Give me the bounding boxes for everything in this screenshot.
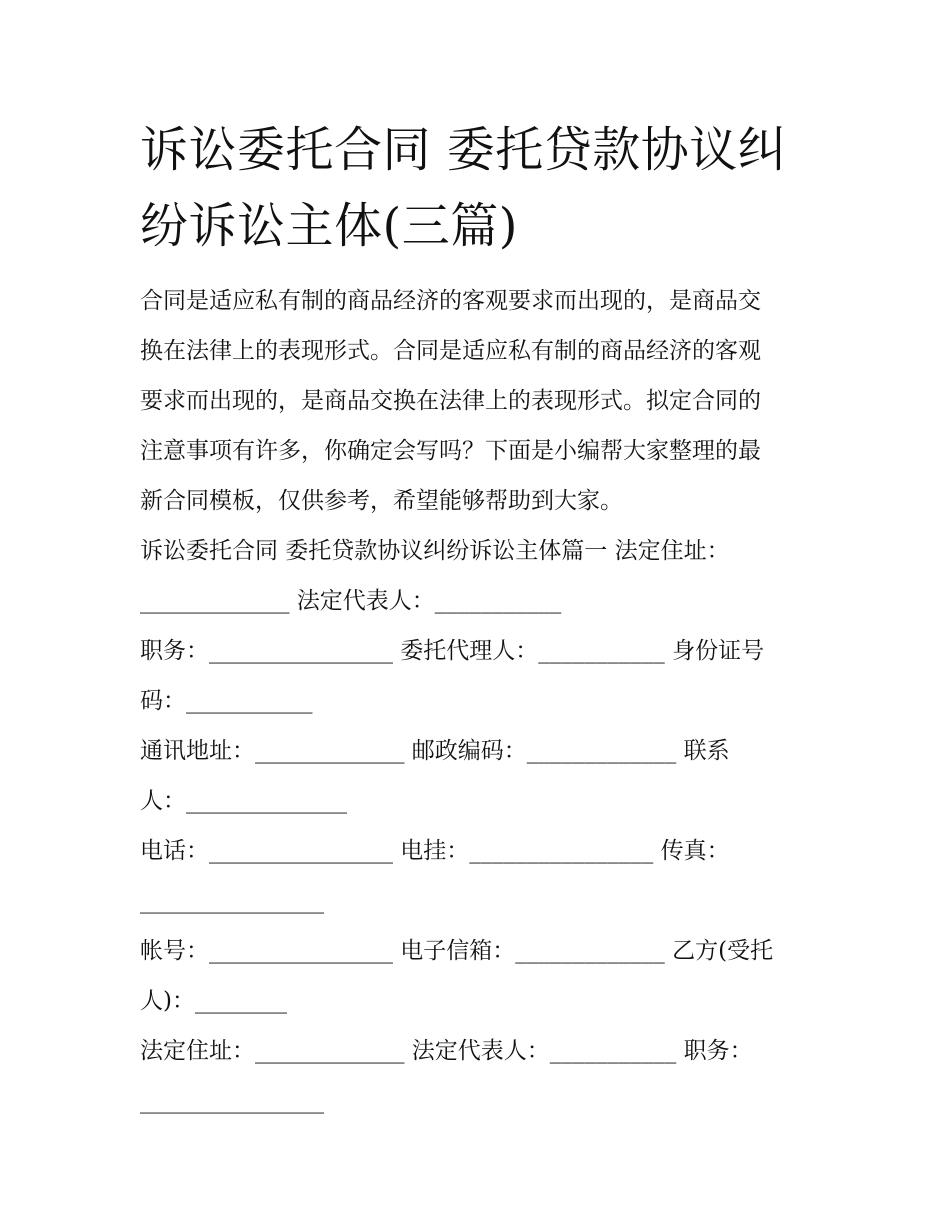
form-line: 法定住址：_____________ 法定代表人：___________ 职务：: [140, 1038, 753, 1064]
form-line: 人)：________: [140, 988, 287, 1014]
form-line: 帐号：________________ 电子信箱：_____________ 乙方(受托: [140, 938, 774, 964]
title-line: 纷诉讼主体(三篇): [140, 198, 518, 254]
intro-line: 注意事项有许多，你确定会写吗？下面是小编帮大家整理的最: [140, 438, 761, 464]
intro-paragraph: [140, 276, 820, 526]
intro-line: 要求而出现的，是商品交换在法律上的表现形式。拟定合同的: [140, 388, 761, 414]
form-line-heading: 诉讼委托合同 委托贷款协议纠纷诉讼主体篇一 法定住址：: [140, 538, 730, 564]
form-line: 人：______________: [140, 788, 347, 814]
form-line: ________________: [140, 888, 324, 914]
form-line: 电话：________________ 电挂：________________ 传真：: [140, 838, 730, 864]
form-line: 通讯地址：_____________ 邮政编码：_____________ 联系: [140, 738, 730, 764]
document-title: [140, 112, 840, 264]
form-line: _____________ 法定代表人：___________: [140, 588, 562, 614]
form-line: ________________: [140, 1088, 324, 1114]
intro-line: 新合同模板，仅供参考，希望能够帮助到大家。: [140, 488, 623, 514]
form-line: 码：___________: [140, 688, 313, 714]
form-line: 职务：________________ 委托代理人：___________ 身份证号: [140, 638, 765, 664]
intro-line: 换在法律上的表现形式。合同是适应私有制的商品经济的客观: [140, 338, 761, 364]
contract-form-fields: [140, 526, 820, 1126]
intro-line: 合同是适应私有制的商品经济的客观要求而出现的，是商品交: [140, 288, 761, 314]
document-body: [140, 276, 820, 1126]
title-line: 诉讼委托合同 委托贷款协议纠: [140, 122, 787, 178]
